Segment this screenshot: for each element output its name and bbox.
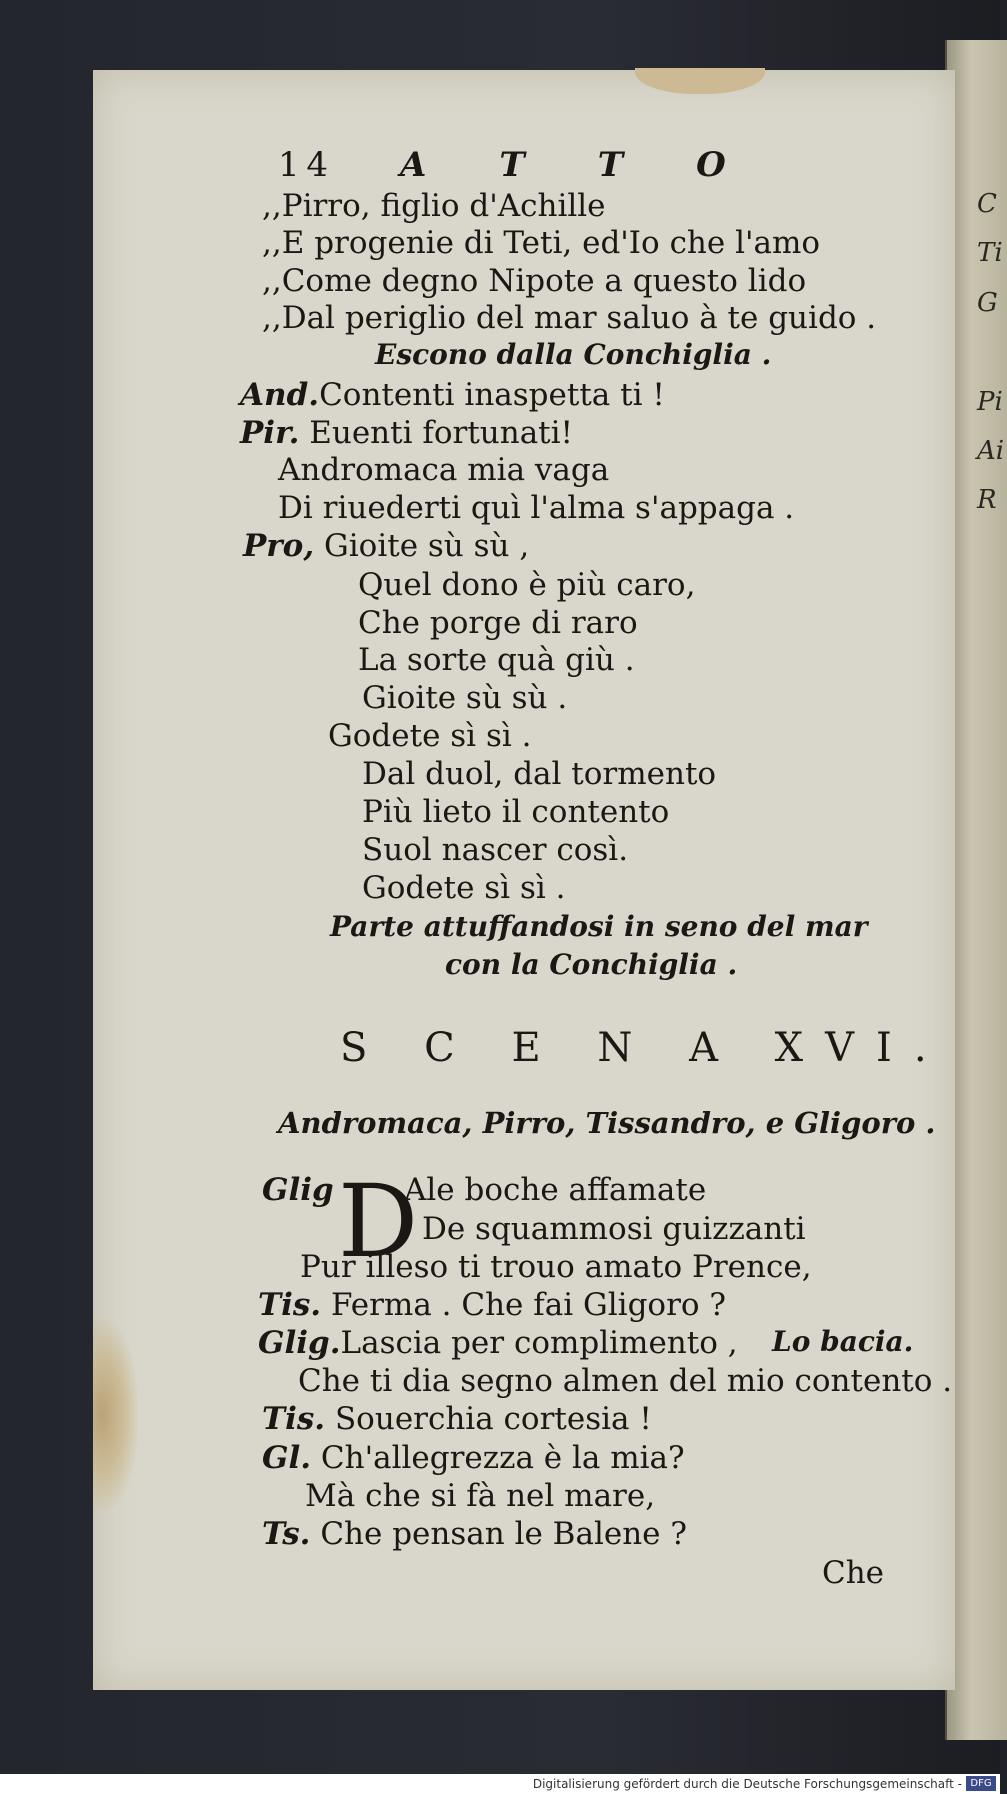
running-title: A T T O xyxy=(400,145,757,185)
page-number: 14 xyxy=(278,145,335,185)
speaker-label: And. xyxy=(240,377,320,413)
text-line: Mà che si fà nel mare, xyxy=(305,1478,656,1514)
stage-direction: Escono dalla Conchiglia . xyxy=(375,338,772,371)
speaker-label: Glig xyxy=(262,1172,334,1208)
digitization-footer xyxy=(0,1774,1000,1794)
speaker-label: Tis. xyxy=(258,1287,322,1323)
speaker-label: Pir. xyxy=(240,415,300,451)
text-line: ,,Come degno Nipote a questo lido xyxy=(262,263,807,299)
text-line: Di riuederti quì l'alma s'appaga . xyxy=(278,490,795,526)
stage-direction: con la Conchiglia . xyxy=(445,948,738,981)
text-line: Più lieto il contento xyxy=(362,794,670,830)
text-line: Lascia per complimento , xyxy=(340,1325,738,1361)
text-line: ,,E progenie di Teti, ed'Io che l'amo xyxy=(262,225,821,261)
catchword: Che xyxy=(822,1555,885,1591)
footer-credit: Digitalisierung gefördert durch die Deutsche Forschungsgemeinschaft - xyxy=(532,1777,962,1791)
text-line: Che pensan le Balene ? xyxy=(310,1516,687,1552)
text-line: Che porge di raro xyxy=(358,605,638,641)
speaker-label: Gl. xyxy=(262,1440,312,1476)
text-line: Gioite sù sù , xyxy=(314,528,530,564)
adjacent-page-letters: C Ti G Pi Ai R xyxy=(977,189,1005,516)
text-line: Euenti fortunati! xyxy=(299,415,574,451)
text-line: ,,Dal periglio del mar saluo à te guido . xyxy=(262,300,877,336)
drop-cap: D xyxy=(338,1163,419,1280)
text-line: La sorte quà giù . xyxy=(358,642,635,678)
dfg-logo-icon: DFG xyxy=(966,1776,996,1791)
speaker-label: Tis. xyxy=(262,1401,326,1437)
text-line: ,,Pirro, figlio d'Achille xyxy=(262,188,606,224)
text-line: Ale boche affamate xyxy=(404,1172,707,1208)
text-line: Dal duol, dal tormento xyxy=(362,756,717,792)
text-line: Contenti inaspetta ti ! xyxy=(319,377,665,413)
page-stain xyxy=(93,1320,138,1510)
scene-persons: Andromaca, Pirro, Tissandro, e Gligoro . xyxy=(278,1106,936,1140)
text-line: Che ti dia segno almen del mio contento . xyxy=(298,1363,953,1399)
text-line: De squammosi guizzanti xyxy=(422,1211,806,1247)
text-line: Godete sì sì . xyxy=(328,718,532,754)
stage-direction: Lo bacia. xyxy=(772,1325,914,1358)
speaker-label: Ts. xyxy=(262,1516,311,1552)
text-line: Andromaca mia vaga xyxy=(278,452,610,488)
text-line: Suol nascer così. xyxy=(362,832,629,868)
scene-heading: S C E N A XVI. xyxy=(340,1025,949,1071)
text-line: Quel dono è più caro, xyxy=(358,567,696,603)
text-line: Ch'allegrezza è la mia? xyxy=(311,1440,685,1476)
text-line: Souerchia cortesia ! xyxy=(325,1401,652,1437)
stage-direction: Parte attuffandosi in seno del mar xyxy=(330,910,868,943)
text-line: Godete sì sì . xyxy=(362,870,566,906)
text-line: Gioite sù sù . xyxy=(362,680,568,716)
text-line: Ferma . Che fai Gligoro ? xyxy=(321,1287,727,1323)
text-line: Pur illeso ti trouo amato Prence, xyxy=(300,1249,812,1285)
speaker-label: Pro, xyxy=(243,528,315,564)
speaker-label: Glig. xyxy=(258,1325,341,1361)
